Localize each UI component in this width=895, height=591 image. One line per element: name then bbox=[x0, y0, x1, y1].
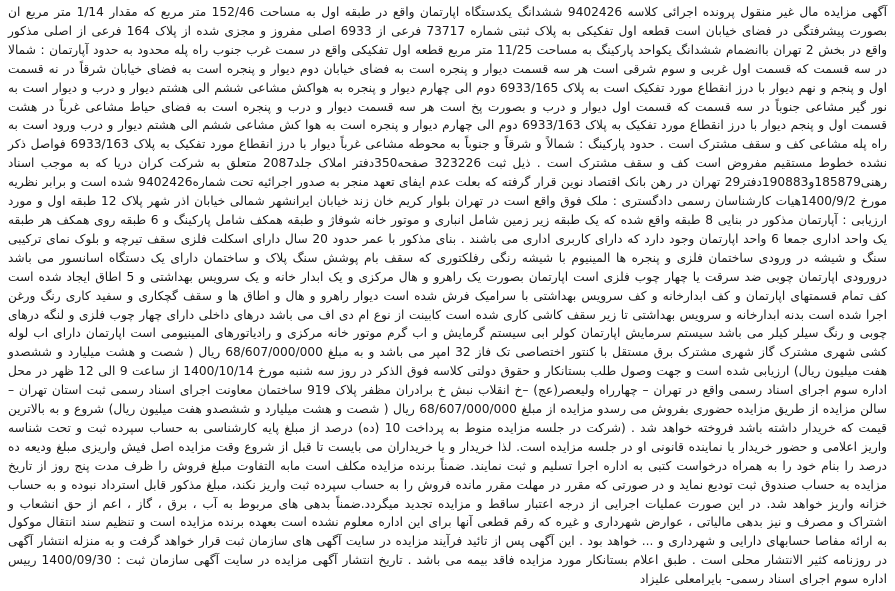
notice-body-text: آگهی مزایده مال غیر منقول پرونده اجرائی کلاسه 9402426 ششدانگ یکدستگاه اپارتمان واقع در طبقه اول به مساحت 152/46 متر مربع که مقدار 1/14 متر مربع ان بصورت پیشرفتگی در فضای خیابان است قطعه اول تفکیکی به پلاک ثبتی شماره 73717 فرعی از 6933 اصلی مفروز و مجزی شده از پلاک 164 فرعی از اصلی مذکور واقع در بخش 2 تهران باانضمام ششدانگ یکواحد پارکینگ به مساحت 11/25 متر مربع قطعه اول تفکیکی واقع در سمت غرب جنوب راه پله محدود به حدود آپارتمان : شمالا در سه قسمت که قسمت اول غربی و سوم شرقی است هر سه قسمت دیوار و پنجره است به فضای خیابان دوم دیوار و پنجره است به فضای خیابان شرقاً در نه قسمت اول و پنجم و نهم دیوار با درز انقطاع مورد تفکیک است به پلاک 6933/165 دوم الی چهارم دیوار و پنجره به هواکش مشاعی ششم الی هشتم دیوار و درب و دیوار است به نور گیر مشاعی جنوباً در سه قسمت که قسمت اول دیوار و درب و بصورت پخ است هر سه قسمت دیوار و درب و پنجره است به فضای حیاط مشاعی غرباً در هشت قسمت اول و پنجم دیوار با درز انقطاع مورد تفکیک به پلاک 6933/163 دوم الی چهارم دیوار و پنجره است به هوا کش مشاعی ششم الی هشتم دیوار و درب ورود است به راه پله مشاعی کف و سقف مشترک است . حدود پارکینگ : شمالاً و شرقاً و جنوباً به محوطه مشاعی غرباً دیوار با درز انقطاع مورد تفکیک به پلاک 6933/163 فواصل ذکر نشده خطوط مستقیم مفروض است کف و سقف مشترک است . ذیل ثبت 323226 صفحه350دفتر املاک جلد2087 متعلق به شرکت کران دریا که به موجب اسناد رهنی185879و190883دفتر29 تهران در رهن بانک اقتصاد نوین قرار گرفته که بعلت عدم ایفای تعهد منجر به صدور اجرائیه تحت شماره9402426 شده است و برابر نظریه مورخ 1400/9/2هیات کارشناسان رسمی دادگستری : ملک فوق واقع است در تهران بلوار کریم خان زند خیابان ایرانشهر شمالی خیابان اذر شهر پلاک 12 طبقه اول و مورد ارزیابی : آپارتمان مذکور در بنایی 8 طبقه واقع شده که یک طبقه زیر زمین شامل انباری و موتور خانه شوفاژ و طبقه همکف شامل پارکینگ و 6 طبقه روی همکف هر طبقه یک واحد اداری جمعا 6 واحد اپارتمان وجود دارد که دارای کاربری اداری می باشند . بنای مذکور با عمر حدود 20 سال دارای اسکلت فلزی سقف تیرچه و بلوک نمای ترکیبی سنگ و شیشه در ورودی ساختمان فلزی و پنجره ها المینیوم با شیشه رنگی رفلکتوری که سقف بام پوشش سنگ پلاک و ساختمان دارای یک دستگاه اسانسور می باشد درورودی اپارتمان چوبی ضد سرقت یا چهار چوب فلزی است اپارتمان بصورت یک راهرو و هال مرکزی و یک ابدار خانه و یک سرویس بهداشتی و 5 اطاق ایجاد شده است کف تمام قسمتهای اپارتمان و کف ابدارخانه و کف سرویس بهداشتی با سرامیک فرش شده است دیوار راهرو و هال و اطاق ها و سقف گچکاری و سفید کاری رنگ ورغن اجرا شده است بدنه ابدارخانه و سرویس بهداشتی تا زیر سقف کاشی کاری شده است کابینت از نوع ام دی اف می باشد درهای داخلی دارای چهار چوب فلزی و لنگه درهای چوبی و رنگ سیلر کیلر می باشد سیستم سرمایش اپارتمان کولر ابی سیستم گرمایش و اب گرم موتور خانه مرکزی و رادیاتورهای المینیومی است اپارتمان دارای اب لوله کشی شهری مشترک گاز شهری مشترک برق مستقل با کنتور اختصاصی تک فاز 32 امپر می باشد و به مبلغ 68/607/000/000 ریال ( شصت و هشت میلیارد و ششصدو هفت میلیون ریال) ارزیابی شده است و جهت وصول طلب بستانکار و حقوق دولتی کلاسه فوق الذکر در روز سه شنبه مورخ 1400/10/14 از ساعت 9 الی 12 ظهر در محل اداره سوم اجرای اسناد رسمی واقع در تهران – چهارراه ولیعصر(عج) –خ انقلاب نبش خ برادران مظفر پلاک 919 ساختمان معاونت اجرای اسناد رسمی ثبت استان تهران – سالن مزایده از طریق مزایده حضوری بفروش می رسدو مزایده از مبلغ 68/607/000/000 ریال ( شصت و هشت میلیارد و ششصدو هفت میلیون ریال) شروع و به بالاترین قیمت که خریدار داشته باشد فروخته خواهد شد . (شرکت در جلسه مزایده منوط به پرداخت 10 (ده) درصد از مبلغ پایه کارشناسی به حساب سپرده ثبت و تحت شناسه واریز اعلامی و حضور خریدار یا نماینده قانونی او در جلسه مزایده است. لذا خریدار و یا خریداران می بایست تا قبل از شروع وقت مزایده اصل فیش واریزی مبلغ ودیعه ده درصد را بنام خود را به همراه درخواست کتبی به اداره اجرا تسلیم و ثبت نمایند. ضمناً برنده مزایده مکلف است مابه التفاوت مبلغ فروش را ظرف مدت پنج روز از تاریخ مزایده به حساب صندوق ثبت تودیع نماید و در صورتی که مقرر در مهلت مقرر مانده فروش را به حساب سپرده ثبت واریز نکند، مبلغ مذکور قابل استرداد نبوده و به حساب خزانه واریز خواهد شد. در این صورت عملیات اجرایی از درجه اعتبار ساقط و مزایده تجدید میگردد.ضمناً بدهی های مربوط به آب ، برق ، گاز ، اعم از حق انشعاب و اشتراک و مصرف و نیز بدهی مالیاتی ، عوارض شهرداری و غیره که رقم قطعی آنها برای این اداره معلوم نشده است بعهده برنده مزایده است و تنظیم سند انتقال موکول به ارائه مفاصا حسابهای دارایی و شهرداری و ... خواهد بود . این آگهی پس از تائید فرآیند مزایده در سایت آگهی های سازمان ثبت قرار خواهد گرفت و به منزله انتشار آگهی در روزنامه کثیر الانتشار محلی است . طبق اعلام بستانکار مورد مزایده فاقد بیمه می باشد . تاریخ انتشار آگهی مزایده در سایت آگهی سازمان ثبت : 1400/09/30 رییس اداره سوم اجرای اسناد رسمی- بایرامعلی علیزاد bbox=[8, 5, 888, 587]
